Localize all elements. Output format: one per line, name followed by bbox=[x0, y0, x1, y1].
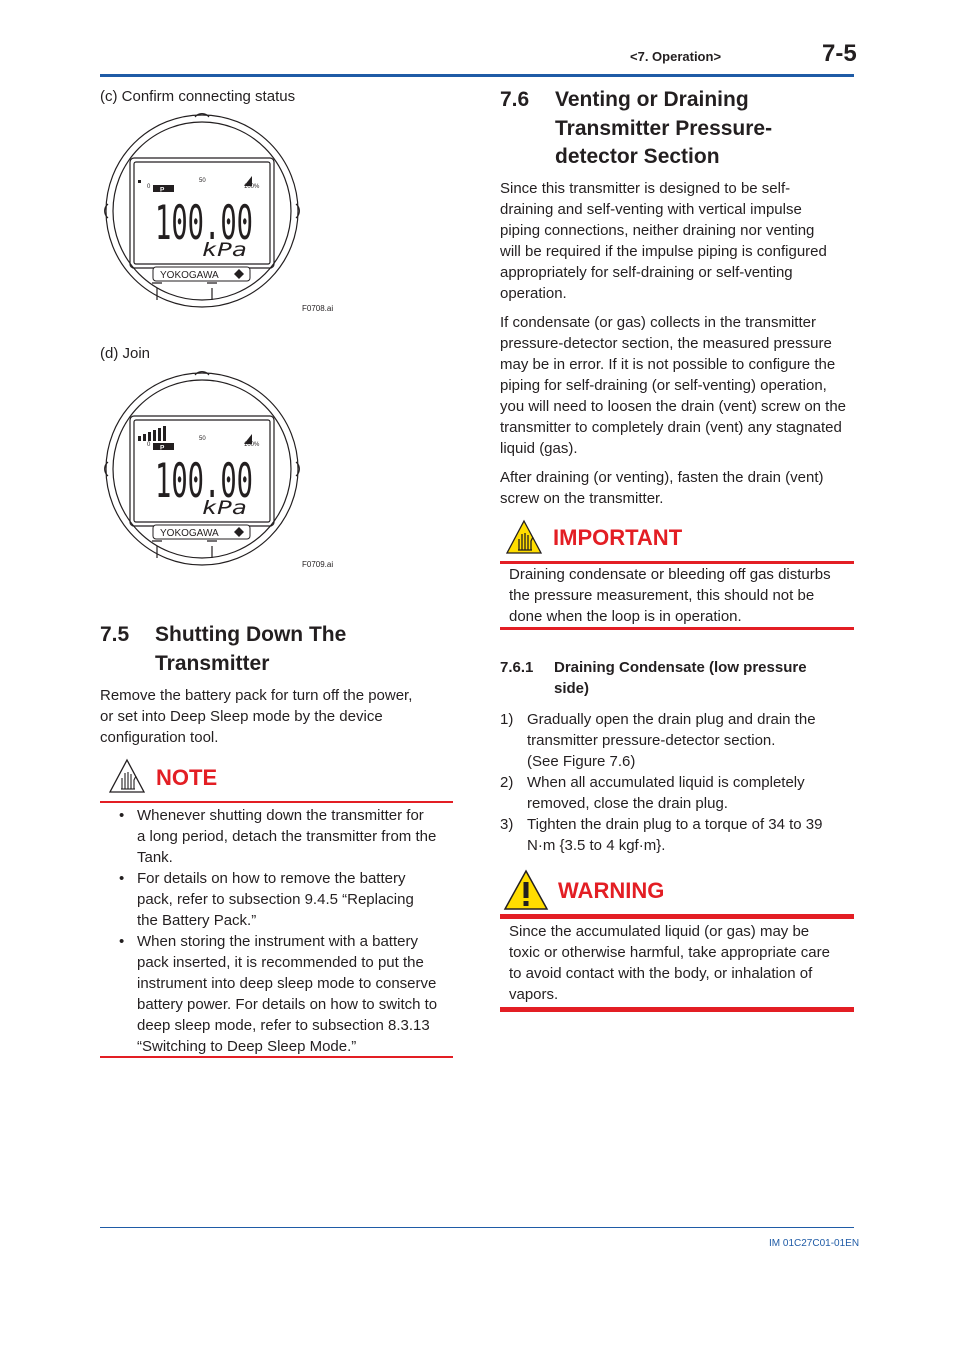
step-number: 1) bbox=[500, 711, 514, 728]
step-item bbox=[500, 814, 860, 856]
section-number: 7.5 bbox=[100, 623, 130, 646]
section-7-6-paragraph-1 bbox=[500, 178, 860, 304]
step-line: removed, close the drain plug. bbox=[527, 795, 728, 812]
document-id: IM 01C27C01-01EN bbox=[769, 1238, 860, 1249]
scale-100-label: 100% bbox=[244, 184, 260, 190]
important-bottom-rule bbox=[500, 627, 854, 630]
step-line: When all accumulated liquid is completely bbox=[527, 774, 805, 791]
note-line: • When storing the instrument with a battery bbox=[137, 933, 418, 950]
paragraph-line: If condensate (or gas) collects in the transmitter bbox=[500, 314, 816, 331]
lcd-unit: kPa bbox=[202, 239, 247, 261]
note-line: Tank. bbox=[137, 849, 173, 866]
step-number: 3) bbox=[500, 816, 514, 833]
mode-badge: P bbox=[160, 444, 165, 452]
paragraph-line: Since this transmitter is designed to be self- bbox=[500, 180, 791, 197]
lcd-unit: kPa bbox=[202, 497, 247, 519]
paragraph-line: will be required if the impulse piping is configured bbox=[500, 243, 827, 260]
warning-line: toxic or otherwise harmful, take appropriate care bbox=[509, 944, 830, 961]
note-line: deep sleep mode, refer to subsection 8.3.13 bbox=[137, 1017, 430, 1034]
section-7-5-paragraph bbox=[100, 685, 450, 748]
paragraph-line: draining and self-venting with vertical impulse bbox=[500, 201, 802, 218]
scale-0-label: 0 bbox=[147, 184, 151, 190]
figure-d-caption: (d) Join bbox=[100, 345, 151, 362]
note-line: the Battery Pack.” bbox=[137, 912, 257, 929]
scale-50-label: 50 bbox=[199, 178, 206, 184]
section-7-6-paragraph-3 bbox=[500, 467, 860, 509]
step-number: 2) bbox=[500, 774, 514, 791]
step-line: N·m {3.5 to 4 kgf·m}. bbox=[527, 837, 666, 854]
note-body bbox=[100, 805, 450, 1057]
step-line: Tighten the drain plug to a torque of 34 to 39 bbox=[527, 816, 823, 833]
warning-bottom-rule bbox=[500, 1007, 854, 1012]
paragraph-line: piping connections, neither draining nor venting bbox=[500, 222, 815, 239]
figure-c-lcd-illustration bbox=[100, 108, 304, 314]
paragraph-line: appropriately for self-draining or self-venting bbox=[500, 264, 793, 281]
important-title: IMPORTANT bbox=[553, 525, 683, 550]
note-title: NOTE bbox=[156, 765, 218, 790]
warning-body bbox=[509, 921, 854, 1005]
note-bottom-rule bbox=[100, 1056, 453, 1058]
important-line: done when the loop is in operation. bbox=[509, 608, 742, 625]
important-hand-icon bbox=[505, 519, 543, 555]
figure-c-id: F0708.ai bbox=[302, 304, 334, 313]
figure-d-id: F0709.ai bbox=[302, 560, 334, 569]
paragraph-line: configuration tool. bbox=[100, 729, 219, 746]
note-line: battery power. For details on how to switch to bbox=[137, 996, 438, 1013]
lcd-display-c bbox=[100, 108, 304, 314]
section-title-line1: Venting or Draining bbox=[555, 88, 749, 111]
scale-50-label: 50 bbox=[199, 436, 206, 442]
note-item bbox=[100, 868, 450, 931]
section-7-5-heading bbox=[100, 620, 460, 680]
step-line: (See Figure 7.6) bbox=[527, 753, 636, 770]
subsection-title-line1: Draining Condensate (low pressure bbox=[554, 659, 807, 676]
paragraph-line: or set into Deep Sleep mode by the device bbox=[100, 708, 383, 725]
note-hand-icon bbox=[108, 758, 146, 794]
note-line: instrument into deep sleep mode to conserve bbox=[137, 975, 437, 992]
scale-100-label: 100% bbox=[244, 442, 260, 448]
paragraph-line: transmitter to completely drain (vent) any stagnated bbox=[500, 419, 842, 436]
note-line: • For details on how to remove the battery bbox=[137, 870, 406, 887]
step-line: transmitter pressure-detector section. bbox=[527, 732, 776, 749]
paragraph-line: may be in error. If it is not possible to configure the bbox=[500, 356, 836, 373]
brand-label: YOKOGAWA bbox=[160, 270, 219, 281]
paragraph-line: pressure-detector section, the measured pressure bbox=[500, 335, 832, 352]
note-item bbox=[100, 805, 450, 868]
note-line: • Whenever shutting down the transmitter for bbox=[137, 807, 424, 824]
subsection-7-6-1-heading bbox=[500, 657, 860, 701]
header-rule bbox=[100, 74, 854, 77]
warning-line: to avoid contact with the body, or inhalation of bbox=[509, 965, 813, 982]
draining-steps-list bbox=[500, 709, 860, 856]
scale-0-label: 0 bbox=[147, 442, 151, 448]
paragraph-line: operation. bbox=[500, 285, 567, 302]
step-item bbox=[500, 709, 860, 772]
paragraph-line: Remove the battery pack for turn off the power, bbox=[100, 687, 413, 704]
brand-label: YOKOGAWA bbox=[160, 528, 219, 539]
important-line: the pressure measurement, this should not be bbox=[509, 587, 815, 604]
subsection-title-line2: side) bbox=[554, 680, 590, 697]
section-title-line2: Transmitter bbox=[155, 652, 270, 675]
warning-top-rule bbox=[500, 914, 854, 919]
section-title-line1: Shutting Down The bbox=[155, 623, 347, 646]
important-body bbox=[509, 564, 854, 627]
footer-rule bbox=[100, 1227, 854, 1228]
lcd-display-d bbox=[100, 366, 304, 572]
running-header-section: <7. Operation> bbox=[630, 49, 722, 64]
note-line: pack inserted, it is recommended to put the bbox=[137, 954, 424, 971]
section-title-line2: Transmitter Pressure- bbox=[555, 117, 773, 140]
warning-exclamation-icon bbox=[503, 869, 549, 911]
subsection-number: 7.6.1 bbox=[500, 659, 534, 676]
figure-d-lcd-illustration bbox=[100, 366, 304, 572]
section-title-line3: detector Section bbox=[555, 145, 720, 168]
step-line: Gradually open the drain plug and drain the bbox=[527, 711, 816, 728]
section-7-6-heading bbox=[500, 85, 860, 173]
lcd-value: 100.00 bbox=[155, 454, 253, 509]
note-line: “Switching to Deep Sleep Mode.” bbox=[137, 1038, 357, 1055]
warning-title: WARNING bbox=[558, 878, 665, 903]
paragraph-line: liquid (gas). bbox=[500, 440, 578, 457]
note-top-rule bbox=[100, 801, 453, 803]
mode-badge: P bbox=[160, 186, 165, 194]
paragraph-line: piping for self-draining (or self-venting) operation, bbox=[500, 377, 827, 394]
paragraph-line: After draining (or venting), fasten the drain (vent) bbox=[500, 469, 824, 486]
warning-line: Since the accumulated liquid (or gas) may be bbox=[509, 923, 810, 940]
warning-line: vapors. bbox=[509, 986, 559, 1003]
note-line: pack, refer to subsection 9.4.5 “Replacing bbox=[137, 891, 414, 908]
important-line: Draining condensate or bleeding off gas disturbs bbox=[509, 566, 831, 583]
lcd-value: 100.00 bbox=[155, 196, 253, 251]
paragraph-line: screw on the transmitter. bbox=[500, 490, 664, 507]
note-item bbox=[100, 931, 450, 1057]
step-item bbox=[500, 772, 860, 814]
paragraph-line: you will need to loosen the drain (vent) screw on the bbox=[500, 398, 847, 415]
section-number: 7.6 bbox=[500, 88, 530, 111]
page-number: 7-5 bbox=[822, 40, 857, 67]
section-7-6-paragraph-2 bbox=[500, 312, 860, 459]
note-line: a long period, detach the transmitter from the bbox=[137, 828, 437, 845]
figure-c-caption: (c) Confirm connecting status bbox=[100, 88, 296, 105]
